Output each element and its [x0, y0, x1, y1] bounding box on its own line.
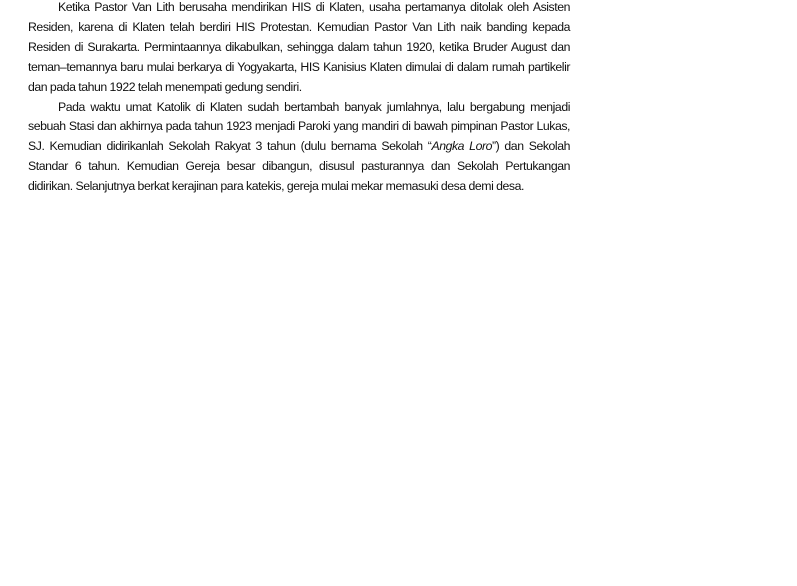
paragraph-2 — [28, 98, 570, 198]
paragraph-1: Ketika Pastor Van Lith berusaha mendirikan HIS di Klaten, usaha pertamanya ditolak oleh Asisten Residen, karena di Klaten telah berdiri HIS Protestan. Kemudian Pastor Van Lith naik banding kepada Residen di Surakarta. Permintaannya dikabulkan, sehingga dalam tahun 1920, ketika Bruder August dan teman–temannya baru mulai berkarya di Yogyakarta, HIS Kanisius Klaten dimulai di dalam rumah partikelir dan pada tahun 1922 telah menempati gedung sendiri. — [28, 0, 570, 94]
paragraph-2-italic-term: Angka Loro — [431, 139, 492, 154]
paragraph-2-text-after: ”) dan Sekolah Standar 6 tahun. Kemudian Gereja besar dibangun, disusul pasturannya dan Sekolah Pertukangan didirikan. Selanjutnya berkat kerajinan para katekis, gereja mulai mekar memasuki desa demi desa. — [28, 139, 570, 194]
document-page — [28, 0, 570, 197]
paragraph-2-text-before: Pada waktu umat Katolik di Klaten sudah bertambah banyak jumlahnya, lalu bergabung menjadi sebuah Stasi dan akhirnya pada tahun 1923 menjadi Paroki yang mandiri di bawah pimpinan Pastor Lukas, SJ. Kemudian didirikanlah Sekolah Rakyat 3 tahun (dulu bernama Sekolah “ — [28, 99, 570, 154]
